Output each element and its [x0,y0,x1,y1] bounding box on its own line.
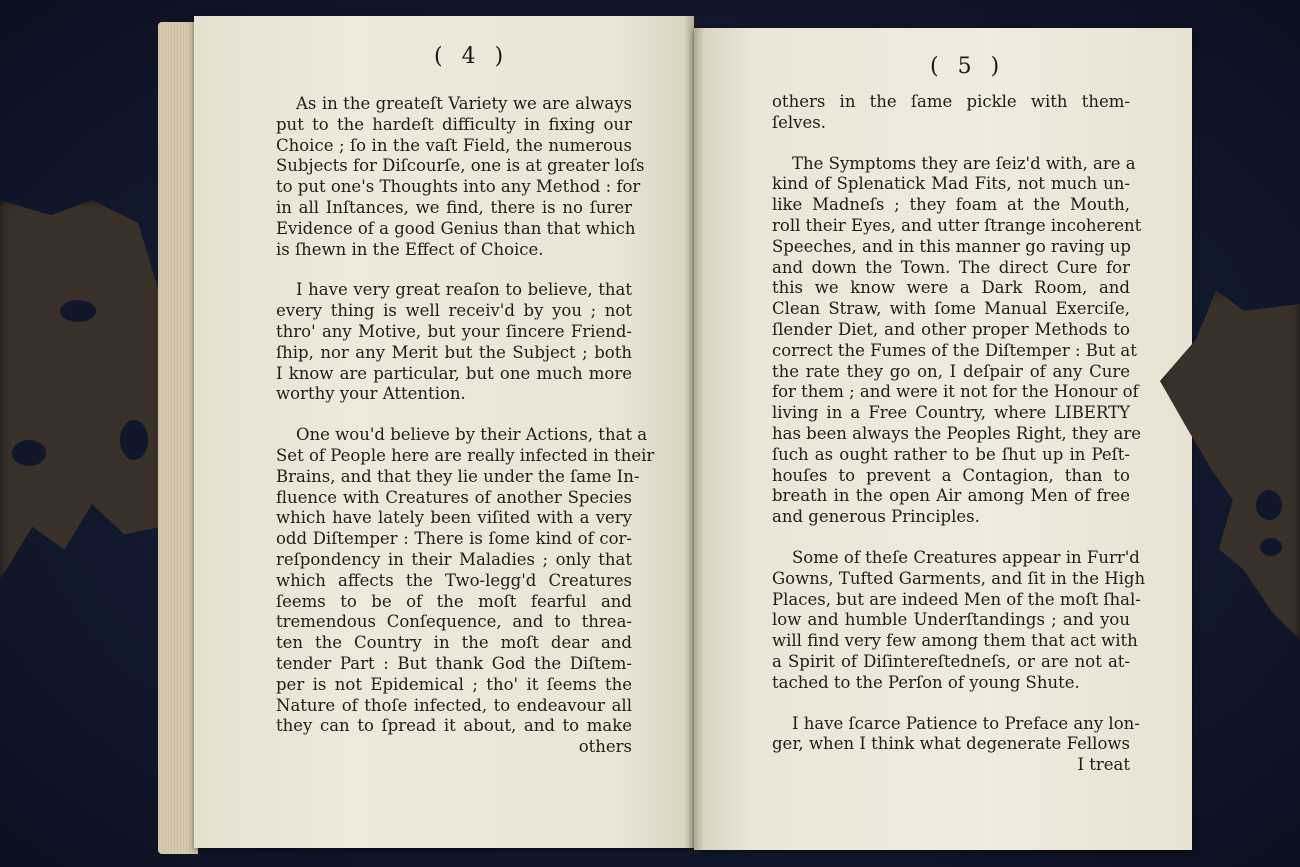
text-line: I have very great reaſon to believe, that [296,280,632,300]
clasp-hole [120,420,148,460]
clasp-hole [60,300,96,322]
text-line: Set of People here are really infected in their [276,445,655,465]
text-line: Evidence of a good Genius than that which [276,218,636,238]
text-line: living in a Free Country, where LIBERTY [772,403,1130,423]
text-line: Brains, and that they lie under the ſame In- [276,466,640,486]
text-line: others in the ſame pickle with them- [772,92,1130,111]
left-page [194,16,694,848]
text-line: kind of Splenatick Mad Fits, not much un- [772,174,1130,194]
text-line: and generous Principles. [772,507,980,527]
text-line: the rate they go on, I deſpair of any Cure [772,361,1130,381]
text-line: correct the Fumes of the Diſtemper : But at [772,340,1137,360]
right-page-number: ( 5 ) [930,54,1006,79]
page-edges [158,22,198,854]
text-line: tached to the Perſon of young Shute. [772,672,1080,692]
text-line: for them ; and were it not for the Honour of [772,382,1139,402]
text-line: ſuch as ought rather to be ſhut up in Peſt- [772,444,1130,464]
text-line: ſlender Diet, and other proper Methods to [772,319,1130,339]
text-line: has been always the Peoples Right, they are [772,423,1141,443]
clasp-hole [1260,538,1282,556]
text-line: I have ſcarce Patience to Preface any lon- [792,713,1140,733]
text-line: every thing is well receiv'd by you ; not [276,301,632,321]
text-line: I know are particular, but one much more [276,363,632,383]
text-line: this we know were a Dark Room, and [772,278,1130,298]
left-page-number: ( 4 ) [434,44,510,69]
right-paragraph-3 [772,547,1146,694]
text-line: and down the Town. The direct Cure for [772,257,1130,277]
text-line: breath in the open Air among Men of free [772,486,1130,506]
text-line: per is not Epidemical ; tho' it ſeems the [276,674,632,694]
text-line: Some of theſe Creatures appear in Furr'd [792,547,1140,567]
text-line: in all Inſtances, we find, there is no ſurer [276,197,632,217]
right-page [694,28,1192,850]
text-line: The Symptoms they are ſeiz'd with, are a [792,153,1136,173]
clasp-hole [12,440,46,466]
text-line: Gowns, Tufted Garments, and ſit in the High [772,568,1146,588]
text-line: ger, when I think what degenerate Fellows [772,734,1130,754]
text-line: Choice ; ſo in the vaſt Field, the numerous [276,135,632,155]
right-paragraph-4 [772,713,1140,756]
text-line: ſhip, nor any Merit but the Subject ; both [276,342,632,362]
text-line: thro' any Motive, but your ſincere Friend- [276,321,632,341]
right-paragraph-2 [772,153,1142,528]
text-line: like Madneſs ; they foam at the Mouth, [772,195,1130,215]
text-line: tremendous Conſequence, and to threa- [276,612,632,632]
text-line: ten the Country in the moſt dear and [276,633,632,653]
right-page-text [772,92,1146,776]
text-line: Nature of thoſe infected, to endeavour all [276,695,632,715]
text-line: put to the hardeſt difficulty in fixing our [276,114,632,134]
text-line: which have lately been viſited with a very [276,508,632,528]
text-line: roll their Eyes, and utter ſtrange incoherent [772,215,1142,235]
text-line: a Spirit of Diſintereſtedneſs, or are not at- [772,651,1130,671]
catchword: others [578,737,632,757]
text-line: reſpondency in their Maladies ; only that [276,549,632,569]
text-line: is ſhewn in the Effect of Choice. [276,239,544,259]
text-line: As in the greateſt Variety we are always [296,94,632,113]
text-line: houſes to prevent a Contagion, than to [772,465,1130,485]
text-line: Speeches, and in this manner go raving up [772,236,1131,256]
text-line: Places, but are indeed Men of the moſt ſhal- [772,589,1141,609]
catchword: I treat [1077,755,1130,775]
text-line: fluence with Creatures of another Species [276,487,632,507]
text-line: worthy your Attention. [276,384,466,404]
open-book [158,16,1204,854]
text-line: to put one's Thoughts into any Method : for [276,177,641,197]
clasp-hole [1256,490,1282,520]
text-line: One wou'd believe by their Actions, that a [296,425,648,445]
left-paragraph-1 [276,94,645,260]
text-line: tender Part : But thank God the Diſtem- [276,653,632,673]
text-line: which affects the Two-legg'd Creatures [276,570,632,590]
left-paragraph-3 [276,425,655,737]
text-line: Subjects for Diſcourſe, one is at greater loſs [276,156,645,176]
text-line: low and humble Underſtandings ; and you [772,610,1130,630]
book-gutter [684,16,704,854]
text-line: they can to ſpread it about, and to make [276,716,632,736]
text-line: ſeems to be of the moſt fearful and [276,591,632,611]
text-line: odd Diſtemper : There is ſome kind of cor- [276,529,632,549]
left-page-text [276,94,655,758]
text-line: Clean Straw, with ſome Manual Exerciſe, [772,299,1130,319]
left-paragraph-2 [276,280,632,405]
text-line: ſelves. [772,112,826,132]
text-line: will find very few among them that act with [772,631,1138,651]
right-paragraph-1 [772,92,1130,134]
